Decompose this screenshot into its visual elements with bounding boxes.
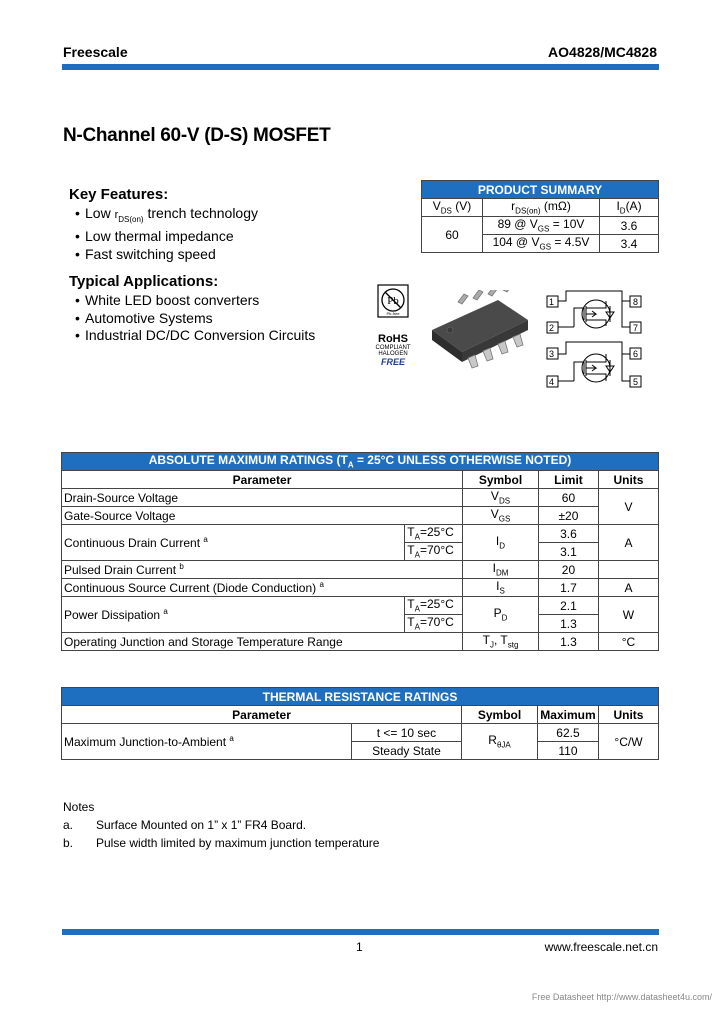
- soic8-package-image: [428, 290, 534, 374]
- table-row: Operating Junction and Storage Temperature Range $T_J$, $T_{stg}$ 1.3 °C: [62, 633, 659, 651]
- table-row: Continuous Source Current (Diode Conduction) $^a$ $I_S$ 1.7 A: [62, 579, 659, 597]
- table-row: Maximum Junction-to-Ambient $^a$ t <= 10 sec $R_{\theta JA}$ 62.5 °C/W: [62, 724, 659, 742]
- header-symbol: Symbol: [462, 706, 538, 724]
- footer-rule: [62, 929, 659, 935]
- table-row: Drain-Source Voltage $V_{DS}$ 60 V: [62, 489, 659, 507]
- application-item: • White LED boost converters: [75, 292, 260, 308]
- rds-value: 89 @ $V_{GS} = 10V$: [483, 217, 600, 235]
- rohs-logo: [368, 284, 418, 367]
- header-rule: [62, 64, 659, 70]
- header-units: Units: [598, 471, 658, 489]
- table-row: Power Dissipation $^a$ $T_A=25^\circ C$ $P_D$ 2.1 W: [62, 597, 659, 615]
- key-features-heading: Key Features:: [69, 186, 169, 203]
- product-summary-table: [421, 180, 659, 253]
- abs-max-ratings-table: [61, 452, 659, 651]
- pin-1: 1: [549, 297, 555, 307]
- part-number: AO4828/MC4828: [548, 44, 657, 60]
- abs-max-title: ABSOLUTE MAXIMUM RATINGS ($T_A = 25^\circ C$ UNLESS OTHERWISE NOTED): [62, 453, 659, 471]
- thermal-title: THERMAL RESISTANCE RATINGS: [62, 688, 659, 706]
- typical-applications-heading: Typical Applications:: [69, 273, 219, 290]
- header-units: Units: [598, 706, 658, 724]
- pin-7: 7: [633, 323, 639, 333]
- pinout-diagram: [546, 288, 662, 392]
- rds-value: 104 @ $V_{GS} = 4.5V$: [483, 235, 600, 253]
- feature-item: • Fast switching speed: [75, 245, 216, 262]
- table-row: Gate-Source Voltage $V_{GS}$ ±20: [62, 507, 659, 525]
- id-value: 3.6: [600, 217, 659, 235]
- svg-text:Pb-free: Pb-free: [386, 311, 400, 316]
- pin-5: 5: [633, 377, 639, 387]
- pin-4: 4: [549, 377, 555, 387]
- application-item: • Industrial DC/DC Conversion Circuits: [75, 327, 316, 343]
- svg-text:Pb: Pb: [387, 295, 399, 307]
- pin-3: 3: [549, 349, 555, 359]
- col-id: $I_D(A)$: [600, 199, 659, 217]
- header-maximum: Maximum: [537, 706, 598, 724]
- col-vds: $V_{DS}$ (V): [422, 199, 483, 217]
- header-parameter: Parameter: [62, 706, 462, 724]
- rohs-label: RoHS: [378, 333, 408, 345]
- header-parameter: Parameter: [62, 471, 463, 489]
- table-row: $T_A=70^\circ C$ 1.3: [62, 615, 659, 633]
- table-row: $T_A=70^\circ C$ 3.1: [62, 543, 659, 561]
- col-rds: $r_{DS(on)}$ (mΩ): [483, 199, 600, 217]
- pin-6: 6: [633, 349, 639, 359]
- halogen-label: HALOGEN: [378, 351, 408, 357]
- thermal-resistance-table: [61, 687, 659, 760]
- feature-item: • Low thermal impedance: [75, 228, 234, 245]
- note-item: a. Surface Mounted on 1” x 1” FR4 Board.: [63, 818, 307, 832]
- header-symbol: Symbol: [463, 471, 539, 489]
- page-title: N-Channel 60-V (D-S) MOSFET: [63, 125, 331, 146]
- rohs-compliant: COMPLIANT: [375, 345, 411, 351]
- key-features-section: [69, 186, 258, 263]
- watermark: Free Datasheet http://www.datasheet4u.com/: [531, 992, 712, 1002]
- note-item: b. Pulse width limited by maximum junction temperature: [63, 836, 380, 850]
- pin-8: 8: [633, 297, 639, 307]
- id-value: 3.4: [600, 235, 659, 253]
- mosfet-schematic: [546, 288, 662, 392]
- vds-value: 60: [422, 217, 483, 253]
- free-label: FREE: [380, 357, 405, 367]
- brand-name: Freescale: [63, 44, 128, 60]
- notes-heading: Notes: [63, 800, 95, 814]
- pin-2: 2: [549, 323, 555, 333]
- pb-free-icon: [375, 284, 411, 328]
- table-row: Pulsed Drain Current $^b$ $I_{DM}$ 20: [62, 561, 659, 579]
- table-row: Steady State 110: [62, 742, 659, 760]
- header-limit: Limit: [538, 471, 598, 489]
- product-summary-title: PRODUCT SUMMARY: [422, 181, 659, 199]
- page-number: 1: [356, 940, 363, 954]
- typical-applications-section: [69, 273, 315, 345]
- table-row: Continuous Drain Current $^a$ $T_A=25^\circ C$ $I_D$ 3.6 A: [62, 525, 659, 543]
- application-item: • Automotive Systems: [75, 309, 213, 326]
- website-link[interactable]: www.freescale.net.cn: [544, 940, 658, 954]
- notes-section: [63, 798, 379, 852]
- feature-item: • Low $r_{DS(on)}$ trench technology: [75, 205, 258, 224]
